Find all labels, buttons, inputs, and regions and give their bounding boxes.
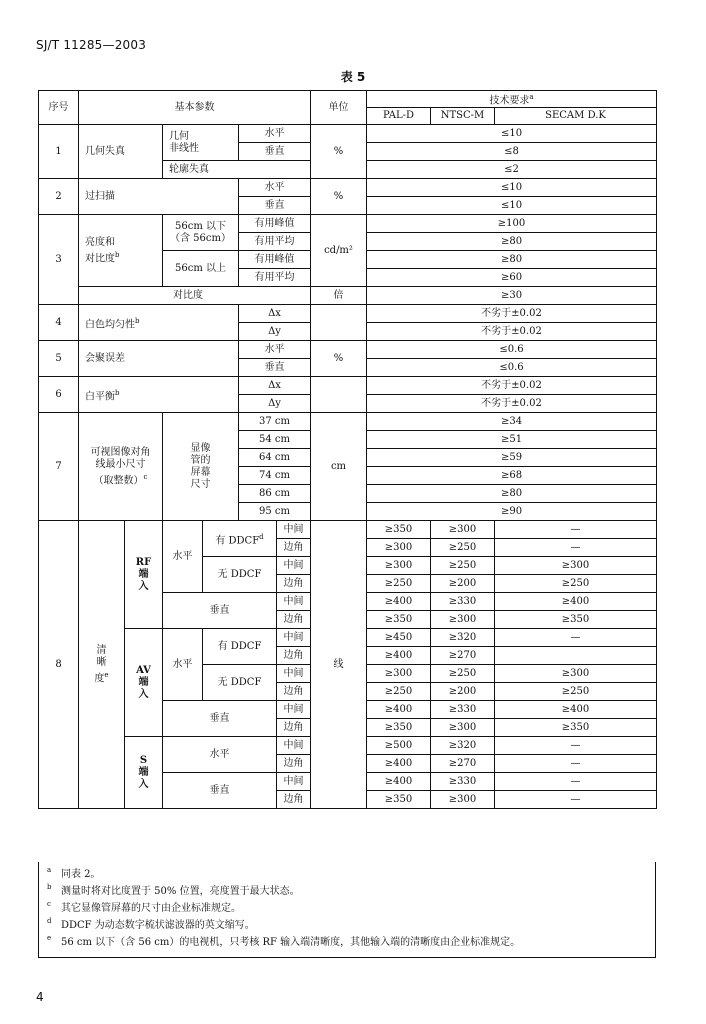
param-name: 可视图像对角 线最小尺寸 （取整数）$^c$ <box>79 413 163 521</box>
value-secam: — <box>495 773 657 791</box>
param-cell: 有用平均 <box>239 269 311 287</box>
table-row <box>39 521 657 539</box>
row-number: 6 <box>39 377 79 413</box>
table-row <box>39 287 657 305</box>
value-secam: ≥350 <box>495 611 657 629</box>
value-secam: ≥300 <box>495 557 657 575</box>
param-cell: 对比度 <box>79 287 311 305</box>
value-cell: ≤10 <box>367 197 657 215</box>
value-secam: ≥350 <box>495 719 657 737</box>
value-pal: ≥300 <box>367 665 431 683</box>
param-cell: 有用峰值 <box>239 215 311 233</box>
param-cell: 有用峰值 <box>239 251 311 269</box>
value-pal: ≥250 <box>367 575 431 593</box>
value-pal: ≥350 <box>367 719 431 737</box>
value-pal: ≥350 <box>367 521 431 539</box>
value-secam: — <box>495 791 657 809</box>
value-pal: ≥500 <box>367 737 431 755</box>
param-cell: Δy <box>239 395 311 413</box>
value-pal: ≥300 <box>367 539 431 557</box>
unit-cell <box>311 305 367 341</box>
param-sub: 垂直 <box>163 593 277 629</box>
param-sub: 水平 <box>163 629 203 701</box>
value-pal: ≥400 <box>367 701 431 719</box>
input-s: S 端 入 <box>125 737 163 809</box>
row-number: 4 <box>39 305 79 341</box>
param-sub: 56cm 以上 <box>163 251 239 287</box>
value-secam: — <box>495 539 657 557</box>
param-sub: 水平 <box>163 521 203 593</box>
param-cell: 95 cm <box>239 503 311 521</box>
table-row <box>39 413 657 431</box>
value-ntsc: ≥200 <box>431 683 495 701</box>
param-cell: 中间 <box>277 557 311 575</box>
header-row <box>39 91 657 108</box>
input-rf: RF 端 入 <box>125 521 163 629</box>
param-cell: 中间 <box>277 737 311 755</box>
table-row <box>39 179 657 197</box>
value-cell: 不劣于±0.02 <box>367 377 657 395</box>
value-ntsc: ≥250 <box>431 539 495 557</box>
table-row <box>39 341 657 359</box>
param-cell: 边角 <box>277 647 311 665</box>
param-name: 白平衡$^b$ <box>79 377 239 413</box>
value-cell: ≥60 <box>367 269 657 287</box>
page-number: 4 <box>36 990 44 1004</box>
value-cell: ≤8 <box>367 143 657 161</box>
value-ntsc: ≥330 <box>431 773 495 791</box>
value-cell: 不劣于±0.02 <box>367 305 657 323</box>
value-secam <box>495 647 657 665</box>
col-tech: 技术要求$^a$ <box>367 91 657 108</box>
row-number: 2 <box>39 179 79 215</box>
table-row <box>39 215 657 233</box>
unit-cell <box>311 377 367 413</box>
value-pal: ≥250 <box>367 683 431 701</box>
param-sub: 垂直 <box>163 773 277 809</box>
unit-cell: cd/m² <box>311 215 367 287</box>
param-sub: 56cm 以下 （含 56cm） <box>163 215 239 251</box>
value-ntsc: ≥200 <box>431 575 495 593</box>
param-cell: 边角 <box>277 683 311 701</box>
value-ntsc: ≥330 <box>431 593 495 611</box>
param-cell: 74 cm <box>239 467 311 485</box>
value-pal: ≥400 <box>367 647 431 665</box>
value-cell: ≥30 <box>367 287 657 305</box>
param-cell: Δy <box>239 323 311 341</box>
param-cell: 水平 <box>239 125 311 143</box>
value-ntsc: ≥300 <box>431 611 495 629</box>
param-name: 过扫描 <box>79 179 239 215</box>
row-number: 7 <box>39 413 79 521</box>
param-cell: 边角 <box>277 539 311 557</box>
value-ntsc: ≥300 <box>431 521 495 539</box>
param-name: 白色均匀性$^b$ <box>79 305 239 341</box>
table-title: 表 5 <box>340 70 366 84</box>
param-ddcf: 无 DDCF <box>203 557 277 593</box>
value-secam: — <box>495 755 657 773</box>
value-ntsc: ≥320 <box>431 629 495 647</box>
col-secam: SECAM D.K <box>495 108 657 125</box>
param-cell: 水平 <box>239 341 311 359</box>
value-secam: ≥400 <box>495 593 657 611</box>
value-pal: ≥400 <box>367 593 431 611</box>
value-ntsc: ≥300 <box>431 719 495 737</box>
param-cell: 边角 <box>277 575 311 593</box>
param-cell: 中间 <box>277 701 311 719</box>
footnote: d DDCF 为动态数字梳状滤波器的英文缩写。 <box>47 917 255 931</box>
param-cell: 中间 <box>277 593 311 611</box>
footnotes <box>38 862 656 958</box>
param-cell: 轮廓失真 <box>163 161 311 179</box>
param-cell: 中间 <box>277 773 311 791</box>
value-ntsc: ≥270 <box>431 755 495 773</box>
value-pal: ≥450 <box>367 629 431 647</box>
table-row <box>39 125 657 143</box>
value-cell: ≥59 <box>367 449 657 467</box>
value-secam: — <box>495 737 657 755</box>
value-cell: ≤10 <box>367 179 657 197</box>
unit-cell: 倍 <box>311 287 367 305</box>
param-sub: 几何 非线性 <box>163 125 239 161</box>
value-ntsc: ≥300 <box>431 791 495 809</box>
param-cell: Δx <box>239 305 311 323</box>
param-cell: 边角 <box>277 791 311 809</box>
param-sub: 水平 <box>163 737 277 773</box>
value-ntsc: ≥270 <box>431 647 495 665</box>
value-cell: ≥80 <box>367 233 657 251</box>
col-pal: PAL-D <box>367 108 431 125</box>
value-pal: ≥350 <box>367 611 431 629</box>
value-cell: ≤0.6 <box>367 359 657 377</box>
value-cell: ≥90 <box>367 503 657 521</box>
value-cell: ≤2 <box>367 161 657 179</box>
value-pal: ≥400 <box>367 773 431 791</box>
param-cell: 37 cm <box>239 413 311 431</box>
value-secam: ≥300 <box>495 665 657 683</box>
unit-cell: % <box>311 125 367 179</box>
footnote: c 其它显像管屏幕的尺寸由企业标准规定。 <box>47 900 241 914</box>
param-sub: 显像 管的 屏幕 尺寸 <box>163 413 239 521</box>
col-ntsc: NTSC-M <box>431 108 495 125</box>
param-cell: 中间 <box>277 665 311 683</box>
value-secam: ≥400 <box>495 701 657 719</box>
param-name: 会聚误差 <box>79 341 239 377</box>
value-pal: ≥350 <box>367 791 431 809</box>
param-sub: 垂直 <box>163 701 277 737</box>
param-ddcf: 有 DDCF$^d$ <box>203 521 277 557</box>
value-cell: ≤0.6 <box>367 341 657 359</box>
param-ddcf: 有 DDCF <box>203 629 277 665</box>
param-name: 几何失真 <box>79 125 163 179</box>
footnote: e 56 cm 以下（含 56 cm）的电视机，只考核 RF 输入端清晰度，其他输入端的清晰度由企业标准规定。 <box>47 934 521 948</box>
value-ntsc: ≥330 <box>431 701 495 719</box>
param-cell: 有用平均 <box>239 233 311 251</box>
param-name: 清 晰 度$^e$ <box>79 521 125 809</box>
value-pal: ≥400 <box>367 755 431 773</box>
value-cell: ≥80 <box>367 251 657 269</box>
param-cell: 垂直 <box>239 359 311 377</box>
value-secam: ≥250 <box>495 575 657 593</box>
value-secam: — <box>495 629 657 647</box>
row-number: 1 <box>39 125 79 179</box>
value-cell: 不劣于±0.02 <box>367 323 657 341</box>
param-cell: 中间 <box>277 521 311 539</box>
unit-cell: % <box>311 179 367 215</box>
value-cell: ≤10 <box>367 125 657 143</box>
col-param: 基本参数 <box>79 91 311 125</box>
value-secam: — <box>495 521 657 539</box>
param-cell: 54 cm <box>239 431 311 449</box>
footnote: a 同表 2。 <box>47 866 101 880</box>
param-cell: 64 cm <box>239 449 311 467</box>
value-secam: ≥250 <box>495 683 657 701</box>
value-ntsc: ≥320 <box>431 737 495 755</box>
value-cell: ≥68 <box>367 467 657 485</box>
value-pal: ≥300 <box>367 557 431 575</box>
param-cell: 垂直 <box>239 143 311 161</box>
param-cell: 中间 <box>277 629 311 647</box>
param-name: 亮度和 对比度$^b$ <box>79 215 163 287</box>
unit-cell: 线 <box>311 521 367 809</box>
value-cell: ≥80 <box>367 485 657 503</box>
row-number: 3 <box>39 215 79 305</box>
row-number: 5 <box>39 341 79 377</box>
param-cell: 86 cm <box>239 485 311 503</box>
value-cell: ≥100 <box>367 215 657 233</box>
footnote: b 测量时将对比度置于 50% 位置，亮度置于最大状态。 <box>47 883 300 897</box>
spec-table <box>38 90 657 809</box>
row-number: 8 <box>39 521 79 809</box>
table-row <box>39 377 657 395</box>
param-cell: Δx <box>239 377 311 395</box>
unit-cell: cm <box>311 413 367 521</box>
standard-number: SJ/T 11285—2003 <box>36 38 147 52</box>
value-cell: ≥51 <box>367 431 657 449</box>
param-ddcf: 无 DDCF <box>203 665 277 701</box>
value-ntsc: ≥250 <box>431 557 495 575</box>
param-cell: 边角 <box>277 719 311 737</box>
table-row <box>39 305 657 323</box>
col-unit: 单位 <box>311 91 367 125</box>
value-cell: 不劣于±0.02 <box>367 395 657 413</box>
param-cell: 垂直 <box>239 197 311 215</box>
unit-cell: % <box>311 341 367 377</box>
value-ntsc: ≥250 <box>431 665 495 683</box>
param-cell: 边角 <box>277 611 311 629</box>
col-seq: 序号 <box>39 91 79 125</box>
input-av: AV 端 入 <box>125 629 163 737</box>
param-cell: 水平 <box>239 179 311 197</box>
value-cell: ≥34 <box>367 413 657 431</box>
param-cell: 边角 <box>277 755 311 773</box>
